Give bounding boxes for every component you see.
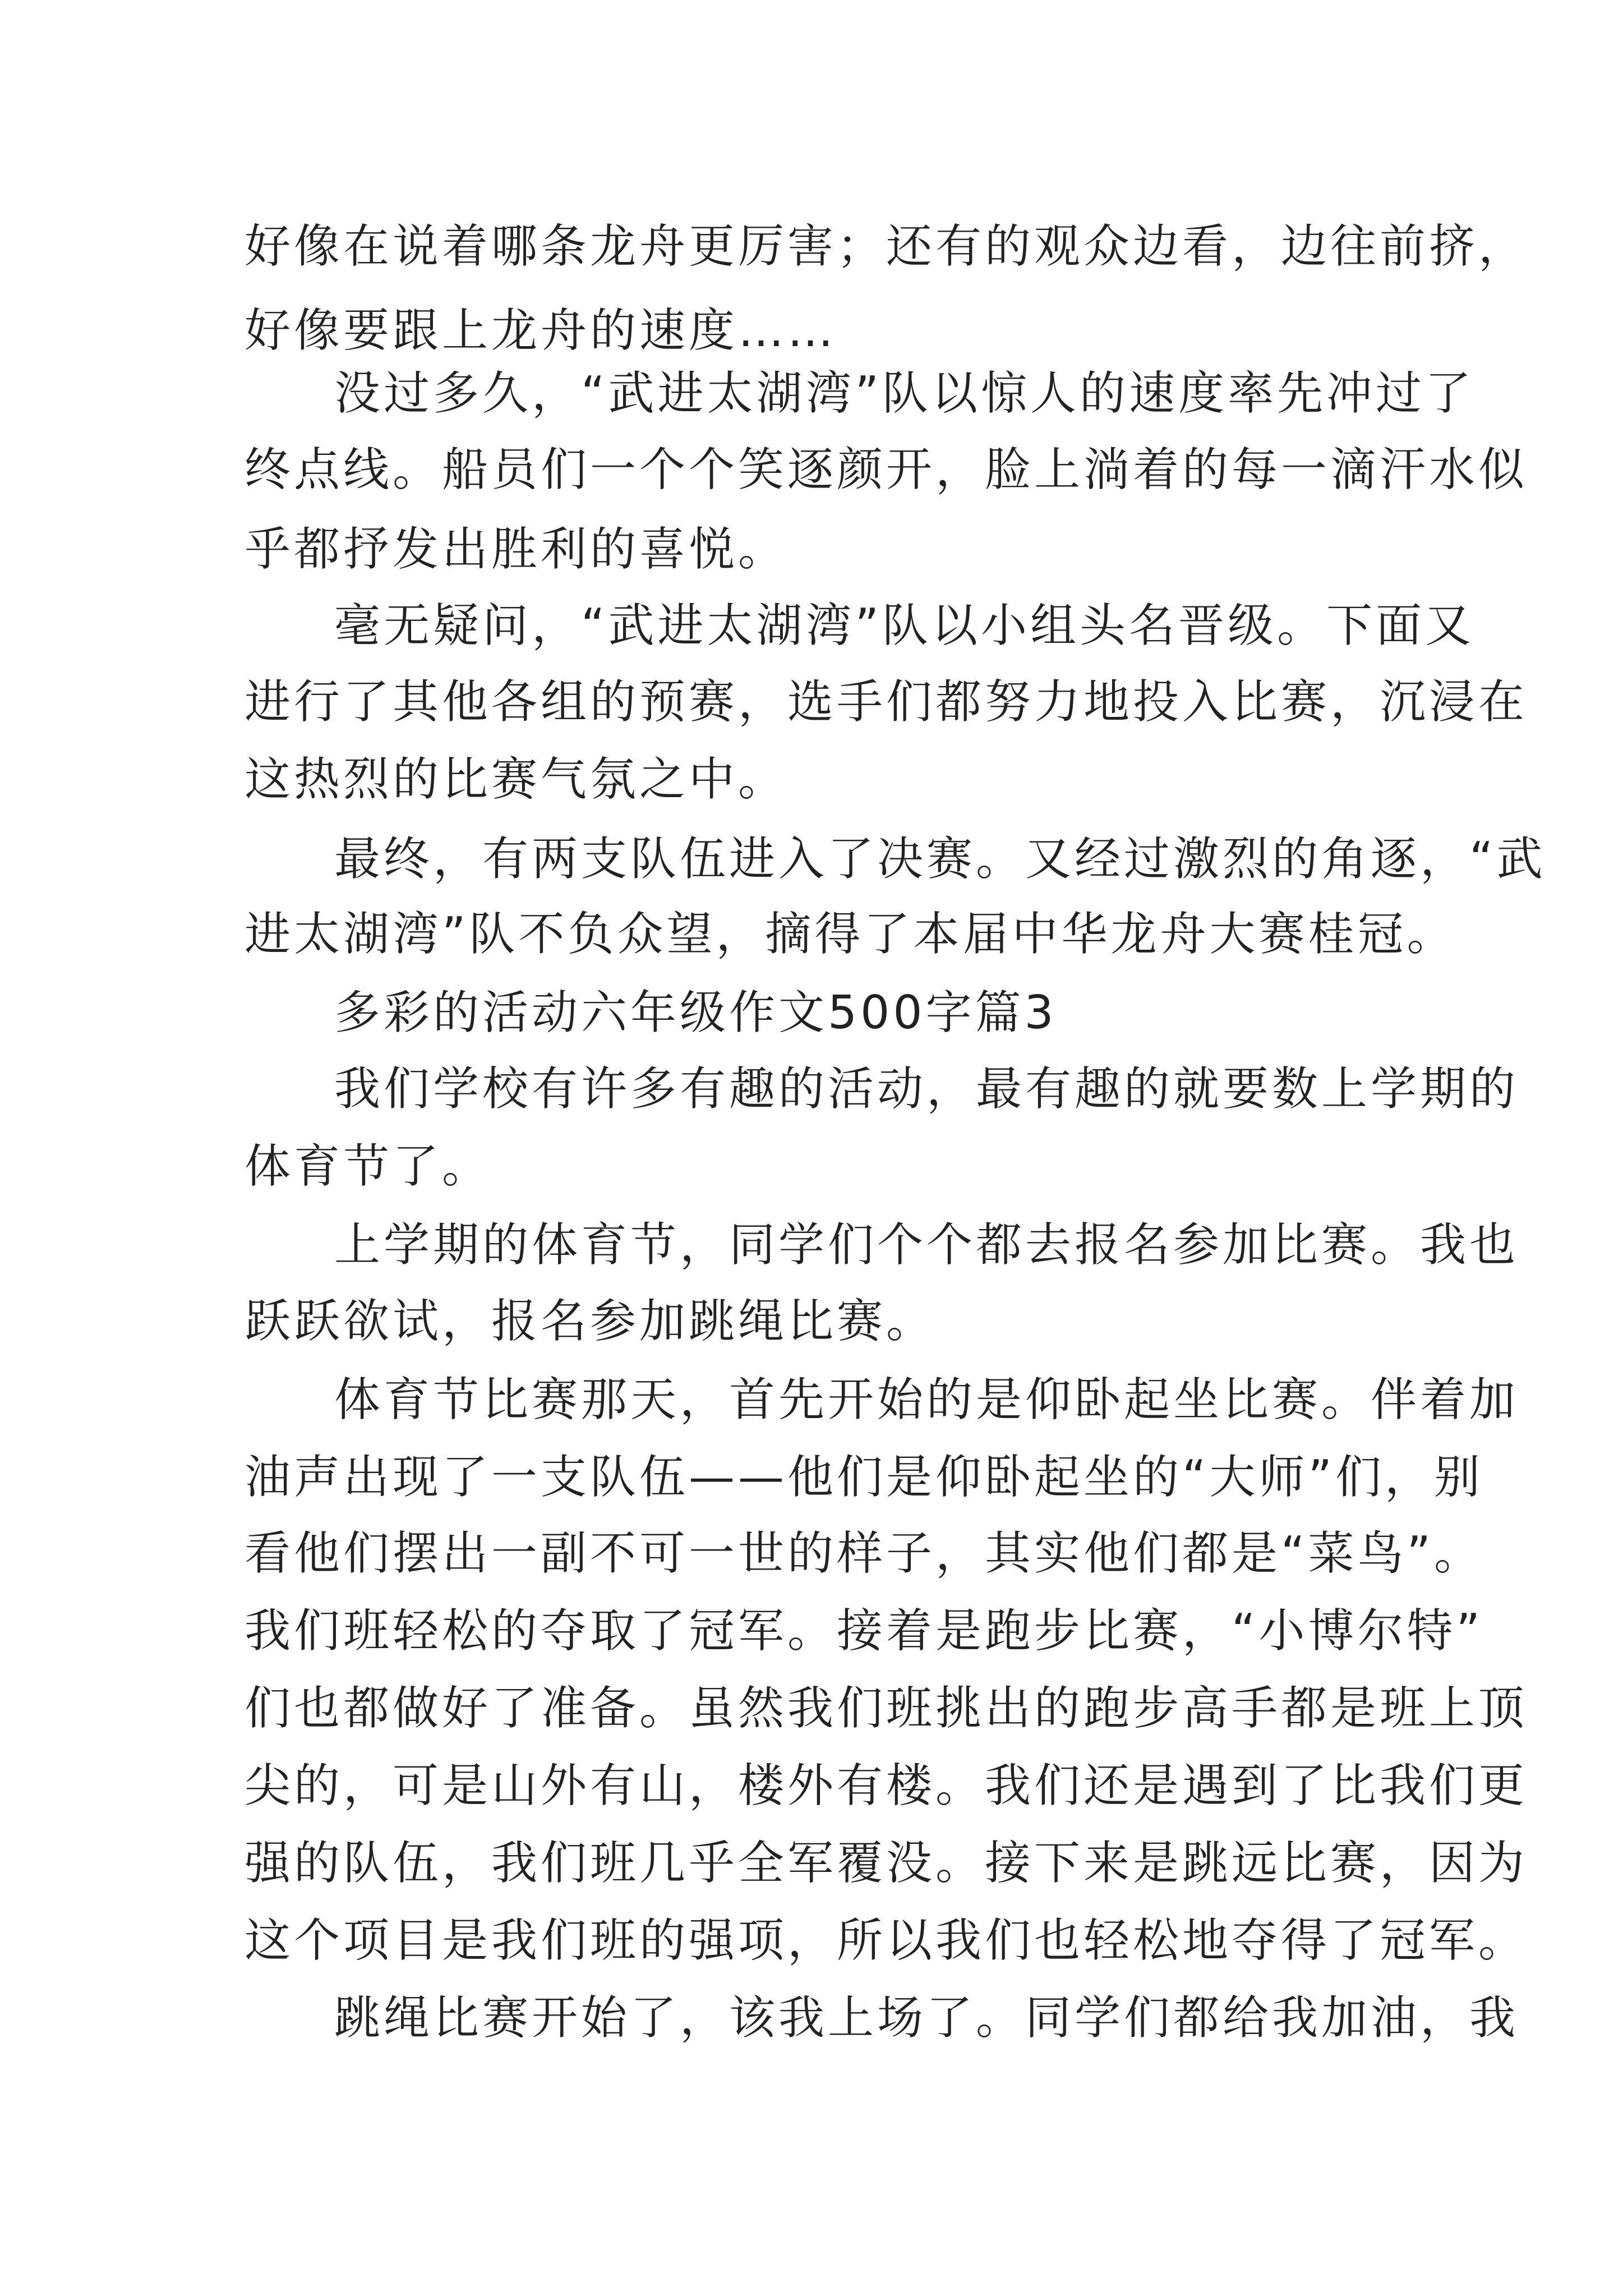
paragraph-start-line: 没过多久，“武进太湖湾”队以惊人的速度率先冲过了 — [334, 367, 1474, 420]
text-line: 这热烈的比赛气氛之中。 — [245, 753, 788, 806]
text-line: 体育节了。 — [245, 1140, 492, 1193]
text-line: 们也都做好了准备。虽然我们班挑出的跑步高手都是班上顶 — [245, 1682, 1528, 1735]
text-line: 进太湖湾”队不负众望，摘得了本届中华龙舟大赛桂冠。 — [245, 908, 1456, 961]
paragraph-start-line: 最终，有两支队伍进入了决赛。又经过激烈的角逐，“武 — [334, 832, 1546, 886]
text-line: 这个项目是我们班的强项，所以我们也轻松地夺得了冠军。 — [245, 1914, 1528, 1967]
paragraph-start-line: 我们学校有许多有趣的活动，最有趣的就要数上学期的 — [334, 1062, 1519, 1116]
text-line: 终点线。船员们一个个笑逐颜开，脸上淌着的每一滴汗水似 — [245, 443, 1528, 496]
text-line: 好像在说着哪条龙舟更厉害；还有的观众边看，边往前挤， — [245, 220, 1528, 273]
text-line: 油声出现了一支队伍——他们是仰卧起坐的“大师”们，别 — [245, 1451, 1483, 1504]
text-line: 好像要跟上龙舟的速度…… — [245, 304, 837, 357]
paragraph-start-line: 体育节比赛那天，首先开始的是仰卧起坐比赛。伴着加 — [334, 1373, 1519, 1427]
text-line: 看他们摆出一副不可一世的样子，其实他们都是“菜鸟”。 — [245, 1527, 1483, 1580]
paragraph-start-line: 毫无疑问，“武进太湖湾”队以小组头名晋级。下面又 — [334, 599, 1474, 652]
paragraph-start-line: 跳绳比赛开始了，该我上场了。同学们都给我加油，我 — [334, 1991, 1519, 2045]
text-line: 强的队伍，我们班几乎全军覆没。接下来是跳远比赛，因为 — [245, 1837, 1528, 1890]
text-line: 跃跃欲试，报名参加跳绳比赛。 — [245, 1295, 936, 1348]
section-heading: 多彩的活动六年级作文500字篇3 — [334, 986, 1057, 1039]
text-line: 我们班轻松的夺取了冠军。接着是跑步比赛，“小博尔特” — [245, 1604, 1483, 1658]
text-line: 尖的，可是山外有山，楼外有楼。我们还是遇到了比我们更 — [245, 1759, 1528, 1812]
text-line: 乎都抒发出胜利的喜悦。 — [245, 523, 788, 576]
text-line: 进行了其他各组的预赛，选手们都努力地投入比赛，沉浸在 — [245, 675, 1528, 729]
paragraph-start-line: 上学期的体育节，同学们个个都去报名参加比赛。我也 — [334, 1218, 1519, 1272]
